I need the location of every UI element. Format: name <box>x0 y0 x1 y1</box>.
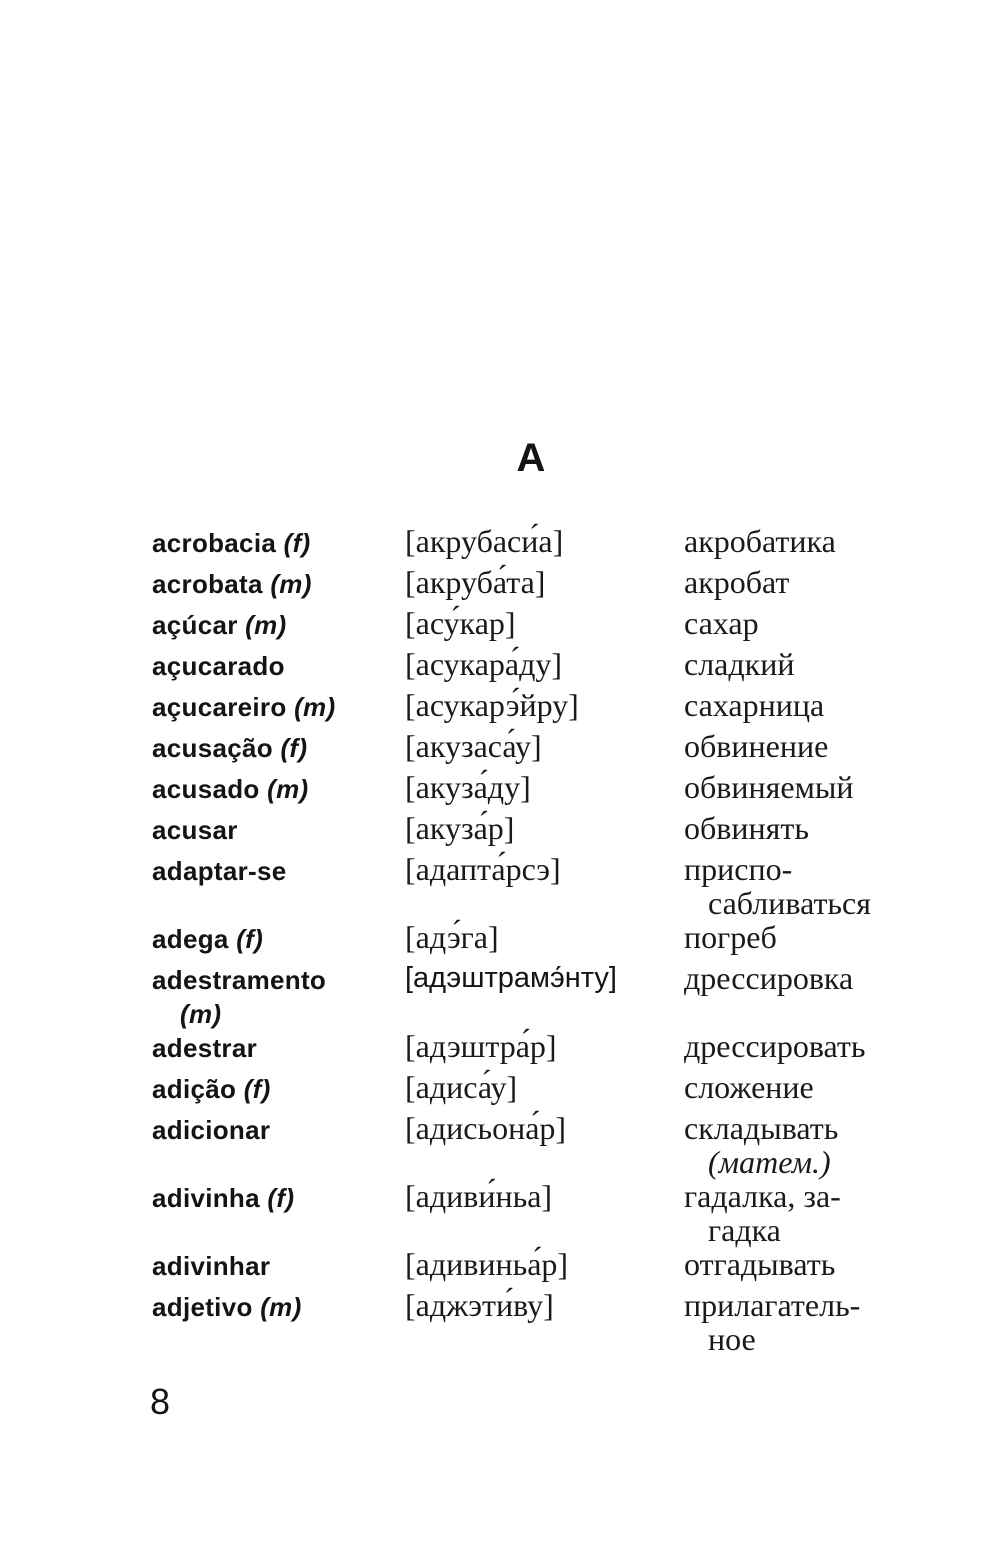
dictionary-entry-row <box>152 729 912 763</box>
entry-translation <box>684 1070 912 1104</box>
entry-transcription: [аджэти́ву] <box>405 1287 554 1323</box>
entry-gender-marker: (m) <box>294 692 336 722</box>
entry-translation <box>684 524 912 558</box>
entry-word: adicionar <box>152 1115 271 1145</box>
entry-translation-line: сладкий <box>684 646 795 682</box>
entry-transcription: [адиса́у] <box>405 1069 518 1105</box>
entry-translation-line: гадалка, за- <box>684 1178 841 1214</box>
entry-word: adição <box>152 1074 237 1104</box>
entry-transcription: [адэ́га] <box>405 919 499 955</box>
entry-transcription: [акузаса́у] <box>405 728 542 764</box>
entry-translation <box>684 1288 912 1356</box>
entry-word: açucareiro <box>152 692 287 722</box>
entry-transcription: [асукарэ́йру] <box>405 687 579 723</box>
entry-word: adega <box>152 924 229 954</box>
entry-word-line <box>152 567 405 601</box>
entry-word: adestramento <box>152 965 327 995</box>
entry-translation-line: обвинение <box>684 728 829 764</box>
entry-word-line <box>152 922 405 956</box>
dictionary-entry-row <box>152 852 912 920</box>
entry-word-line <box>152 526 405 560</box>
entry-translation <box>684 961 912 1029</box>
entry-translation-line: гадка <box>708 1212 781 1248</box>
entry-word-cell <box>152 1181 405 1249</box>
dictionary-entry-row <box>152 565 912 599</box>
entry-word-line <box>152 731 405 765</box>
entry-translation-line: сахар <box>684 605 759 641</box>
entry-word: acusação <box>152 733 273 763</box>
entry-word-line <box>152 854 405 888</box>
entry-word: adivinhar <box>152 1251 271 1281</box>
entry-transcription: [адэштра́р] <box>405 1028 557 1064</box>
entry-gender-marker: (f) <box>283 528 311 558</box>
entry-word: acusar <box>152 815 238 845</box>
entry-transcription: [адивиньа́р] <box>405 1246 569 1282</box>
entry-translation <box>684 852 912 920</box>
page-number: 8 <box>150 1381 171 1422</box>
entry-translation-line: сабливаться <box>708 885 871 921</box>
entry-word-cell <box>152 1290 405 1358</box>
dictionary-entry-row <box>152 1029 912 1063</box>
entry-gender-marker: (f) <box>236 924 264 954</box>
entry-gender-marker: (f) <box>243 1074 271 1104</box>
entry-translation <box>684 1179 912 1247</box>
entry-translation-line: акробат <box>684 564 790 600</box>
entry-translation-line: погреб <box>684 919 777 955</box>
entry-translation-line: обвиняемый <box>684 769 854 805</box>
entry-translation-line: акробатика <box>684 523 836 559</box>
dictionary-entry-row <box>152 1179 912 1247</box>
entry-word-cell <box>152 854 405 922</box>
entry-word-cell <box>152 1113 405 1181</box>
entry-translation-line: обвинять <box>684 810 809 846</box>
dictionary-entry-row <box>152 961 912 1029</box>
entry-transcription: [акрубаси́а] <box>405 523 564 559</box>
entry-transcription: [акуза́р] <box>405 810 515 846</box>
entry-transcription: [асукара́ду] <box>405 646 563 682</box>
entry-gender-marker: (m) <box>180 999 222 1029</box>
entry-word-line <box>152 1031 405 1065</box>
entry-word-cell <box>152 690 405 724</box>
entry-translation <box>684 1111 912 1179</box>
entry-transcription: [адисьона́р] <box>405 1110 567 1146</box>
entry-translation-line: дрессировать <box>684 1028 866 1064</box>
entry-translation-line: сложение <box>684 1069 814 1105</box>
entry-word-cell <box>152 813 405 847</box>
entry-translation-line: приспо- <box>684 851 793 887</box>
entry-word: acrobata <box>152 569 263 599</box>
entry-translation <box>684 1247 912 1281</box>
entry-translation-line: дрессировка <box>684 960 854 996</box>
entry-transcription: [асу́кар] <box>405 605 516 641</box>
dictionary-entry-row <box>152 770 912 804</box>
entry-translation-line: складывать <box>684 1110 839 1146</box>
entry-word-cell <box>152 567 405 601</box>
entry-translation <box>684 811 912 845</box>
entries-list <box>152 524 912 1356</box>
entry-word-cell <box>152 1249 405 1283</box>
section-letter-heading: A <box>516 436 546 480</box>
entry-transcription: [адиви́ньа] <box>405 1178 553 1214</box>
entry-word: adestrar <box>152 1033 258 1063</box>
entry-translation <box>684 606 912 640</box>
dictionary-entry-row <box>152 1111 912 1179</box>
entry-word-cell <box>152 922 405 956</box>
entry-word-cell <box>152 649 405 683</box>
entry-gender-marker: (m) <box>245 610 287 640</box>
entry-word-line <box>152 1113 405 1147</box>
entry-word-line <box>152 1181 405 1215</box>
entry-word-cell <box>152 1031 405 1065</box>
dictionary-entry-row <box>152 920 912 954</box>
dictionary-entry-row <box>152 1070 912 1104</box>
dictionary-entry-row <box>152 811 912 845</box>
entry-word-wrap-line <box>152 997 405 1031</box>
entry-word: açúcar <box>152 610 238 640</box>
entry-translation <box>684 770 912 804</box>
dictionary-entry-row <box>152 524 912 558</box>
entry-translation <box>684 729 912 763</box>
entry-gender-marker: (f) <box>280 733 308 763</box>
entry-translation <box>684 1029 912 1063</box>
entry-transcription: [акруба́та] <box>405 564 546 600</box>
entry-word-line <box>152 813 405 847</box>
entry-word-cell <box>152 526 405 560</box>
dictionary-entry-row <box>152 1288 912 1356</box>
dictionary-entry-row <box>152 688 912 722</box>
entry-transcription: [адапта́рсэ] <box>405 851 561 887</box>
entry-transcription: [акуза́ду] <box>405 769 531 805</box>
entry-word-line <box>152 1072 405 1106</box>
entry-translation-line: ное <box>708 1321 756 1357</box>
entry-word-cell <box>152 772 405 806</box>
entry-word-line <box>152 963 405 997</box>
entry-gender-marker: (m) <box>270 569 312 599</box>
entry-translation-line: прилагатель- <box>684 1287 861 1323</box>
entry-word-cell <box>152 963 405 1031</box>
entry-gender-marker: (f) <box>267 1183 295 1213</box>
entry-translation-line: (матем.) <box>708 1144 831 1180</box>
entry-word-line <box>152 608 405 642</box>
entry-word-line <box>152 1290 405 1324</box>
entry-word-line <box>152 690 405 724</box>
entry-gender-marker: (m) <box>260 1292 302 1322</box>
entry-translation-line: сахарница <box>684 687 825 723</box>
entry-word-cell <box>152 731 405 765</box>
entry-gender-marker: (m) <box>267 774 309 804</box>
entry-translation-line: отгадывать <box>684 1246 836 1282</box>
entry-translation <box>684 565 912 599</box>
entry-translation <box>684 920 912 954</box>
entry-word-cell <box>152 1072 405 1106</box>
dictionary-entry-row <box>152 606 912 640</box>
entry-word-line <box>152 649 405 683</box>
entry-translation <box>684 688 912 722</box>
dictionary-entry-row <box>152 1247 912 1281</box>
entry-word: acrobacia <box>152 528 277 558</box>
entry-word-cell <box>152 608 405 642</box>
entry-word: adaptar-se <box>152 856 287 886</box>
entry-word: acusado <box>152 774 260 804</box>
entry-word: adivinha <box>152 1183 260 1213</box>
dictionary-entry-row <box>152 647 912 681</box>
entry-word-line <box>152 1249 405 1283</box>
entry-word: açucarado <box>152 651 285 681</box>
entry-translation <box>684 647 912 681</box>
entry-word: adjetivo <box>152 1292 253 1322</box>
entry-word-line <box>152 772 405 806</box>
entry-transcription: [адэштрамэ́нту] <box>405 962 617 994</box>
